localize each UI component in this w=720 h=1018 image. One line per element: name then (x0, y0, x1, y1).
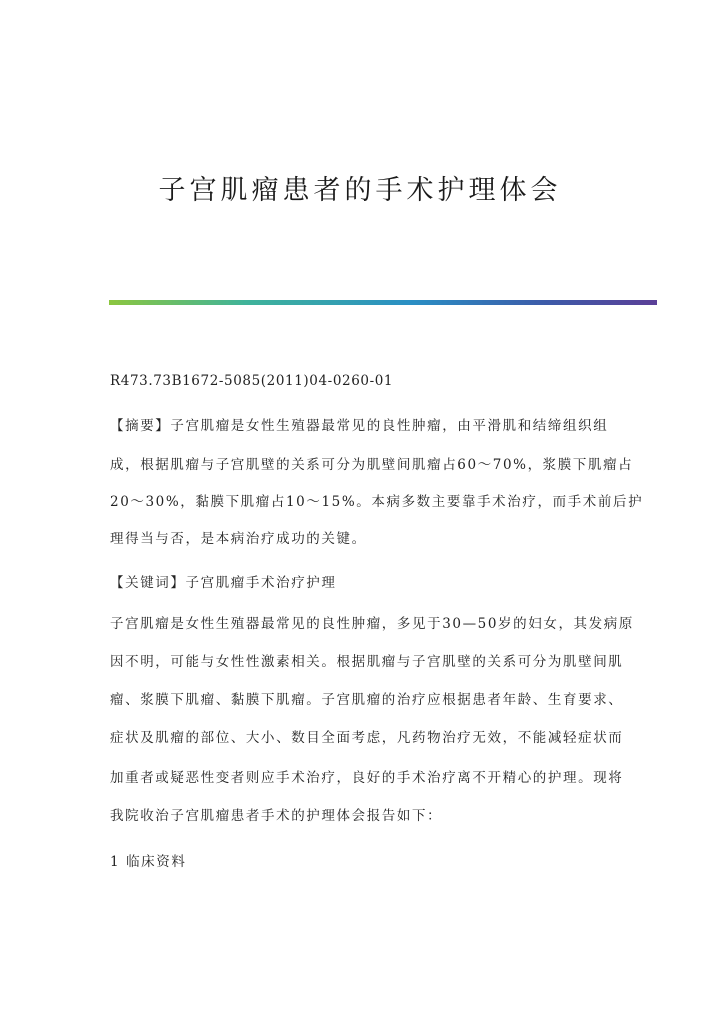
abstract-line: 【摘要】子宫肌瘤是女性生殖器最常见的良性肿瘤，由平滑肌和结缔组织组 (110, 418, 609, 434)
abstract-line: 成，根据肌瘤与子宫肌壁的关系可分为肌壁间肌瘤占60～70%，浆膜下肌瘤占 (110, 457, 634, 473)
abstract-line: 理得当与否，是本病治疗成功的关键。 (110, 531, 367, 547)
classification-code: R473.73B1672-5085(2011)04-0260-01 (110, 373, 394, 389)
section-heading: 1 临床资料 (110, 854, 187, 870)
paragraph-line: 我院收治子宫肌瘤患者手术的护理体会报告如下： (110, 808, 443, 824)
title-divider (109, 300, 657, 305)
paragraph-line: 瘤、浆膜下肌瘤、黏膜下肌瘤。子宫肌瘤的治疗应根据患者年龄、生育要求、 (110, 692, 624, 708)
paragraph-line: 因不明，可能与女性性激素相关。根据肌瘤与子宫肌壁的关系可分为肌壁间肌 (110, 654, 624, 670)
paragraph-line: 症状及肌瘤的部位、大小、数目全面考虑，凡药物治疗无效，不能减轻症状而 (110, 730, 624, 746)
document-title: 子宫肌瘤患者的手术护理体会 (158, 175, 562, 206)
paragraph-line: 子宫肌瘤是女性生殖器最常见的良性肿瘤，多见于30—50岁的妇女，其发病原 (110, 616, 634, 632)
paragraph-line: 加重者或疑恶性变者则应手术治疗，良好的手术治疗离不开精心的护理。现将 (110, 770, 624, 786)
keywords: 【关键词】子宫肌瘤手术治疗护理 (110, 575, 337, 591)
abstract-line: 20～30%，黏膜下肌瘤占10～15%。本病多数主要靠手术治疗，而手术前后护 (110, 494, 644, 510)
